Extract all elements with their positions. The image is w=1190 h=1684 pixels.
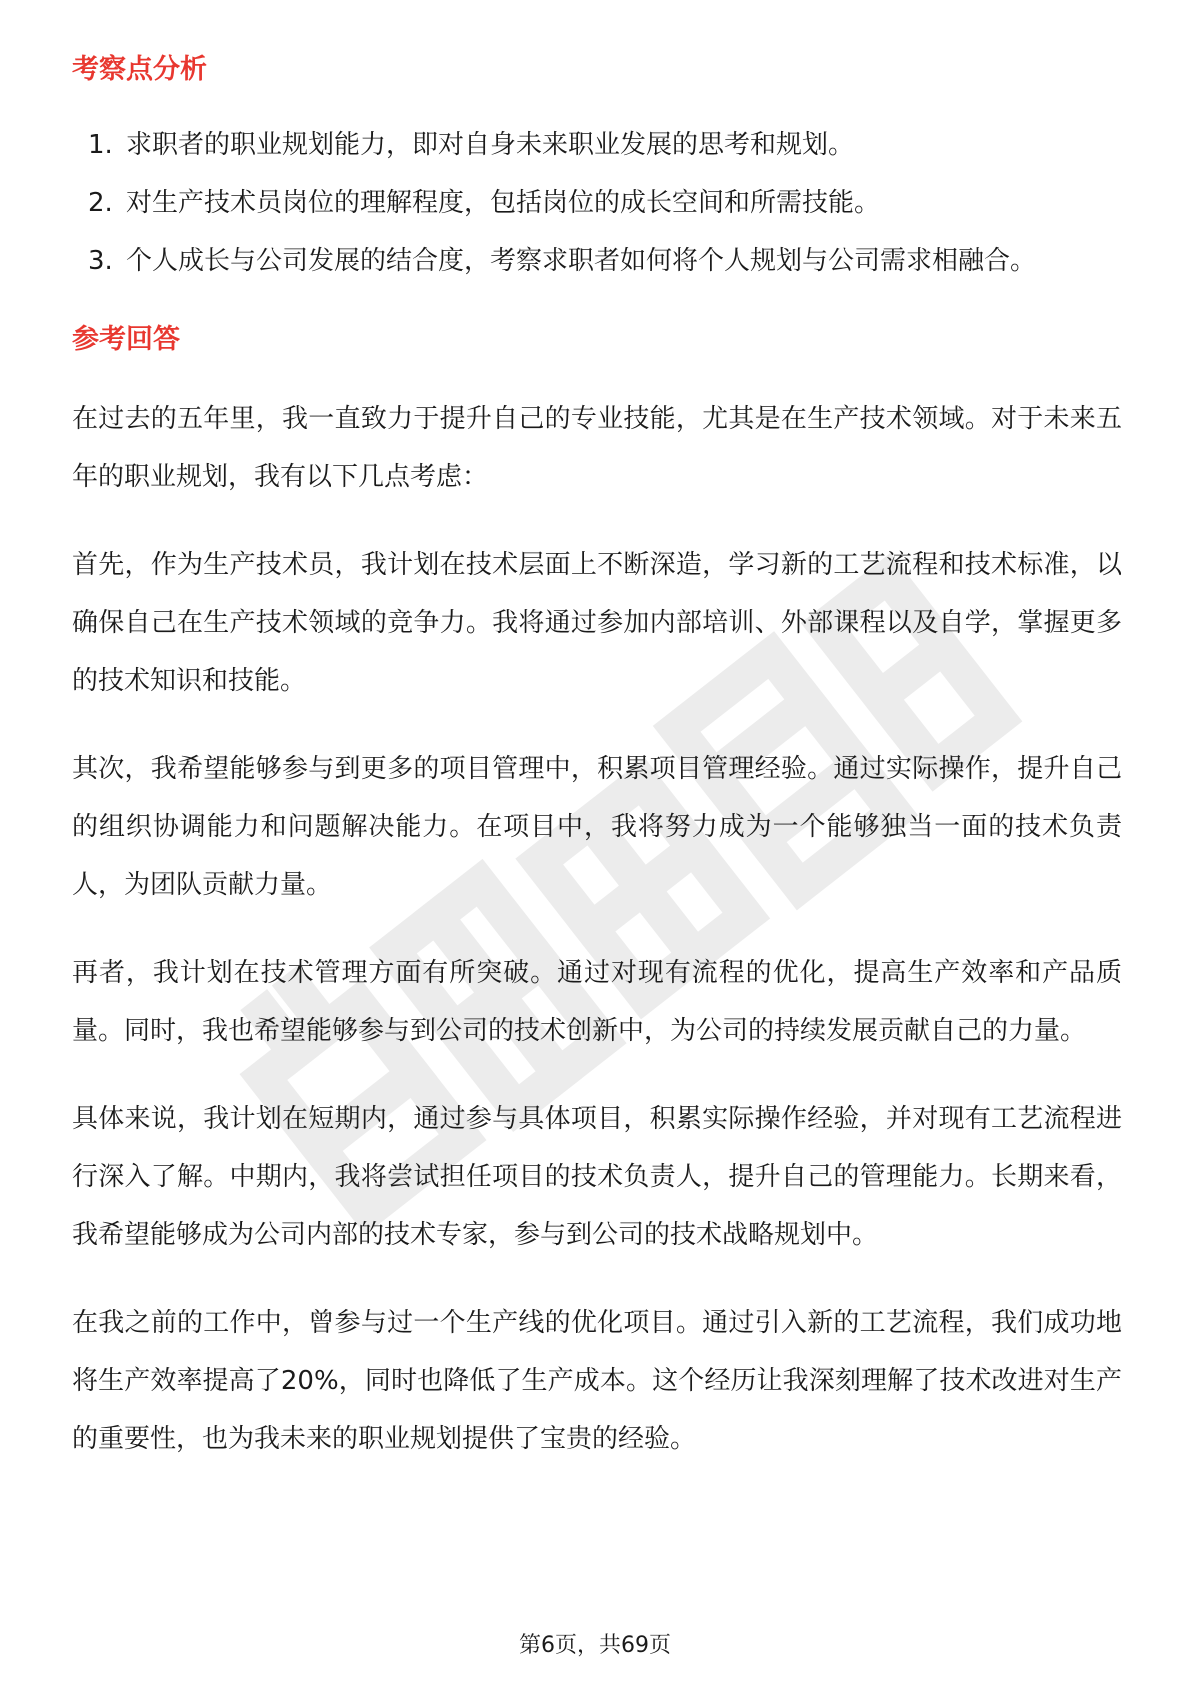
analysis-heading: 考察点分析 xyxy=(72,54,207,85)
answer-paragraph: 首先，作为生产技术员，我计划在技术层面上不断深造，学习新的工艺流程和技术标准，以确保自己在生产技术领域的竞争力。我将通过参加内部培训、外部课程以及自学，掌握更多的技术知识和技能。 xyxy=(72,550,1122,696)
answer-paragraph: 具体来说，我计划在短期内，通过参与具体项目，积累实际操作经验，并对现有工艺流程进行深入了解。中期内，我将尝试担任项目的技术负责人，提升自己的管理能力。长期来看，我希望能够成为公司内部的技术专家，参与到公司的技术战略规划中。 xyxy=(72,1104,1122,1250)
list-item-text: 个人成长与公司发展的结合度，考察求职者如何将个人规划与公司需求相融合。 xyxy=(126,246,1037,276)
list-item-number: 1. xyxy=(88,130,113,160)
list-item-number: 2. xyxy=(88,188,113,218)
answer-paragraph: 在过去的五年里，我一直致力于提升自己的专业技能，尤其是在生产技术领域。对于未来五年的职业规划，我有以下几点考虑： xyxy=(72,404,1122,492)
page-number: 第6页，共69页 xyxy=(519,1633,671,1658)
answer-heading: 参考回答 xyxy=(72,324,180,355)
list-item xyxy=(72,174,1122,232)
list-item xyxy=(72,116,1122,174)
analysis-list xyxy=(72,116,1122,290)
answer-paragraph: 其次，我希望能够参与到更多的项目管理中，积累项目管理经验。通过实际操作，提升自己的组织协调能力和问题解决能力。在项目中，我将努力成为一个能够独当一面的技术负责人，为团队贡献力量。 xyxy=(72,754,1122,900)
answer-paragraph: 再者，我计划在技术管理方面有所突破。通过对现有流程的优化，提高生产效率和产品质量。同时，我也希望能够参与到公司的技术创新中，为公司的持续发展贡献自己的力量。 xyxy=(72,958,1122,1046)
list-item xyxy=(72,232,1122,290)
list-item-number: 3. xyxy=(88,246,113,276)
list-item-text: 求职者的职业规划能力，即对自身未来职业发展的思考和规划。 xyxy=(126,130,855,160)
answer-paragraph: 在我之前的工作中，曾参与过一个生产线的优化项目。通过引入新的工艺流程，我们成功地将生产效率提高了20%，同时也降低了生产成本。这个经历让我深刻理解了技术改进对生产的重要性，也为我未来的职业规划提供了宝贵的经验。 xyxy=(72,1308,1122,1454)
content-area xyxy=(72,48,1122,1468)
list-item-text: 对生产技术员岗位的理解程度，包括岗位的成长空间和所需技能。 xyxy=(126,188,881,218)
